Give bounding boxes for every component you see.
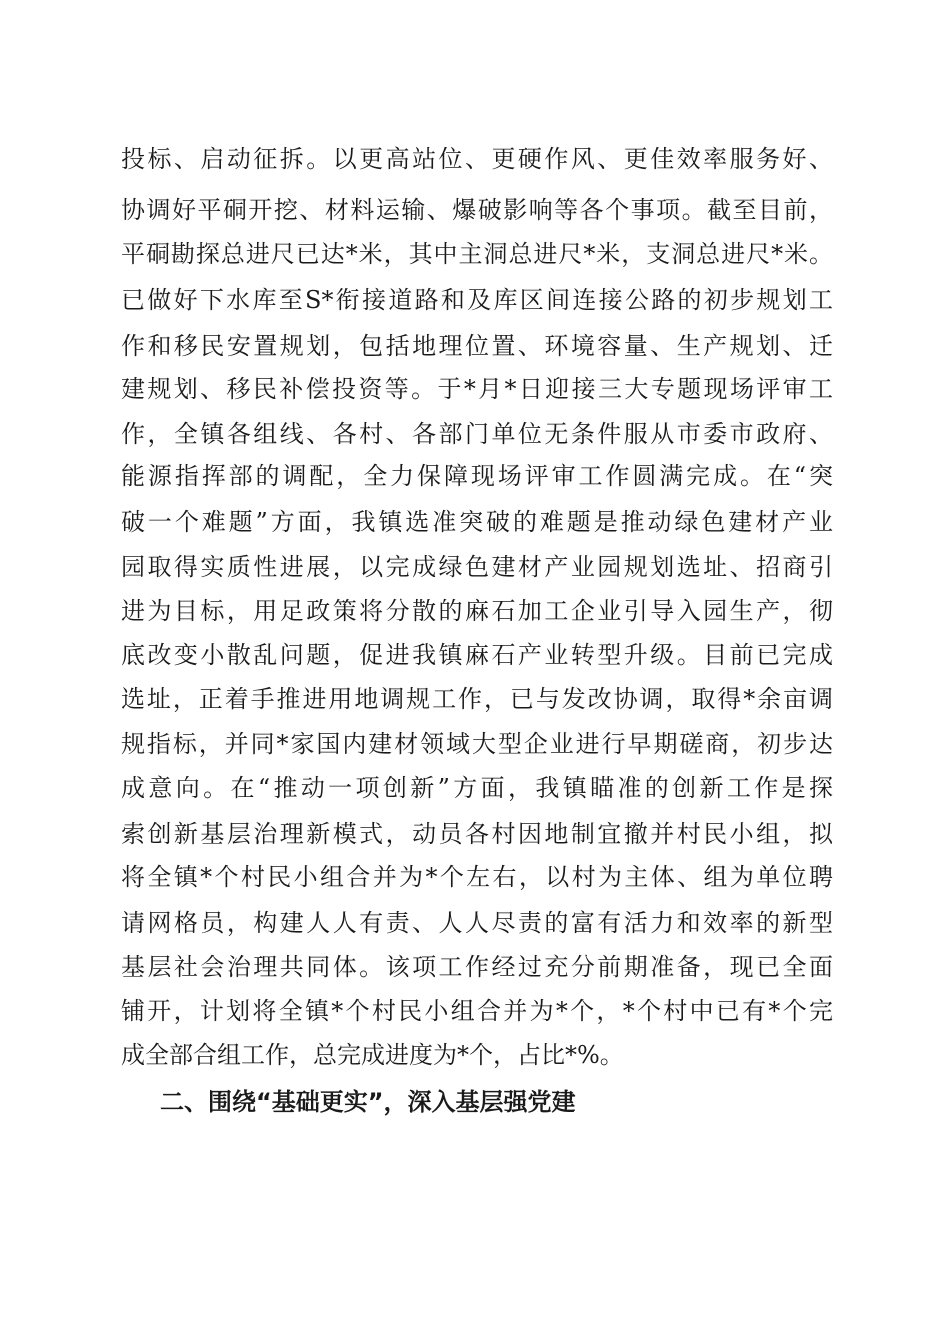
body-text-line: 投标、启动征拆。以更高站位、更硬作风、更佳效率服务好、 <box>121 145 833 173</box>
body-text-line: 作和移民安置规划，包括地理位置、环境容量、生产规划、迁 <box>121 332 833 360</box>
body-text-line: 能源指挥部的调配，全力保障现场评审工作圆满完成。在“突 <box>121 462 833 490</box>
body-text-line: 索创新基层治理新模式，动员各村因地制宜撤并村民小组，拟 <box>121 820 833 848</box>
body-text-line: 园取得实质性进展，以完成绿色建材产业园规划选址、招商引 <box>121 553 833 581</box>
body-text-line: 已做好下水库至S*衔接道路和及库区间连接公路的初步规划工 <box>121 286 833 314</box>
body-text-line: 将全镇*个村民小组合并为*个左右，以村为主体、组为单位聘 <box>121 863 833 891</box>
section-heading: 二、围绕“基础更实”，深入基层强党建 <box>160 1088 576 1116</box>
body-text-line: 基层社会治理共同体。该项工作经过充分前期准备，现已全面 <box>121 953 833 981</box>
body-text-line: 选址，正着手推进用地调规工作，已与发改协调，取得*余亩调 <box>121 685 833 713</box>
body-text-line: 作，全镇各组线、各村、各部门单位无条件服从市委市政府、 <box>121 420 833 448</box>
body-text-line: 底改变小散乱问题，促进我镇麻石产业转型升级。目前已完成 <box>121 641 833 669</box>
body-text-line: 请网格员，构建人人有责、人人尽责的富有活力和效率的新型 <box>121 909 833 937</box>
body-text-line: 铺开，计划将全镇*个村民小组合并为*个，*个村中已有*个完 <box>121 997 833 1025</box>
body-text-line: 成意向。在“推动一项创新”方面，我镇瞄准的创新工作是探 <box>121 774 833 802</box>
body-text-line: 进为目标，用足政策将分散的麻石加工企业引导入园生产，彻 <box>121 597 833 625</box>
body-text-line: 平硐勘探总进尺已达*米，其中主洞总进尺*米，支洞总进尺*米。 <box>121 240 833 268</box>
body-text-line: 规指标，并同*家国内建材领域大型企业进行早期磋商，初步达 <box>121 730 833 758</box>
body-text-line: 成全部合组工作，总完成进度为*个，占比*%。 <box>121 1041 624 1069</box>
body-text-line: 建规划、移民补偿投资等。于*月*日迎接三大专题现场评审工 <box>121 375 833 403</box>
body-text-line: 协调好平硐开挖、材料运输、爆破影响等各个事项。截至目前， <box>121 196 833 224</box>
body-text-line: 破一个难题”方面，我镇选准突破的难题是推动绿色建材产业 <box>121 508 833 536</box>
